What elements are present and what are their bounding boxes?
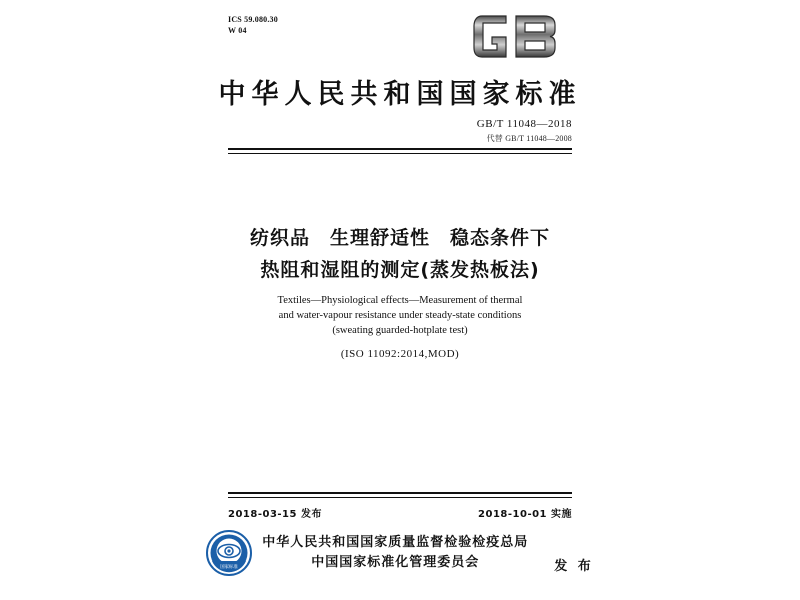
issue-date: 2018-03-15 发布 bbox=[228, 509, 322, 520]
subject-title bbox=[0, 222, 800, 286]
english-title-line3: (sweating guarded-hotplate test) bbox=[332, 325, 468, 336]
footer-rule-thick bbox=[228, 492, 572, 494]
issuer-line-2: 中国国家标准化管理委员会 bbox=[311, 555, 480, 570]
subject-title-line1: 纺织品 生理舒适性 稳态条件下 bbox=[249, 227, 550, 249]
issuer-line-1: 中华人民共和国国家质量监督检验检疫总局 bbox=[262, 535, 529, 550]
classification-code: W 04 bbox=[228, 26, 247, 35]
gb-logo-icon bbox=[470, 10, 560, 62]
subject-title-line2: 热阻和湿阻的测定(蒸发热板法) bbox=[260, 259, 540, 281]
english-title-line1: Textiles—Physiological effects—Measurement of thermal bbox=[277, 295, 523, 306]
replaces-note: 代替 GB/T 11048—2008 bbox=[486, 134, 572, 143]
standard-number: GB/T 11048—2018 bbox=[476, 118, 572, 130]
national-standard-title: 中华人民共和国国家标准 bbox=[218, 79, 582, 110]
national-emblem-icon bbox=[206, 530, 252, 576]
header-rule-thick bbox=[228, 148, 572, 150]
ics-code: ICS 59.080.30 bbox=[228, 15, 278, 24]
standard-number-block bbox=[477, 118, 572, 144]
issue-word: 发 布 bbox=[554, 559, 594, 574]
footer-rule-thin bbox=[228, 497, 572, 498]
header-rule-thin bbox=[228, 153, 572, 154]
svg-text:国家标准: 国家标准 bbox=[220, 565, 239, 570]
issuer-names bbox=[262, 533, 528, 573]
english-title-line2: and water-vapour resistance under steady-state conditions bbox=[278, 310, 522, 321]
issuer-block bbox=[0, 530, 800, 576]
english-title bbox=[0, 293, 800, 338]
code-block bbox=[228, 14, 278, 36]
implementation-date: 2018-10-01 实施 bbox=[478, 509, 572, 520]
iso-equivalence: (ISO 11092:2014,MOD) bbox=[340, 348, 460, 360]
